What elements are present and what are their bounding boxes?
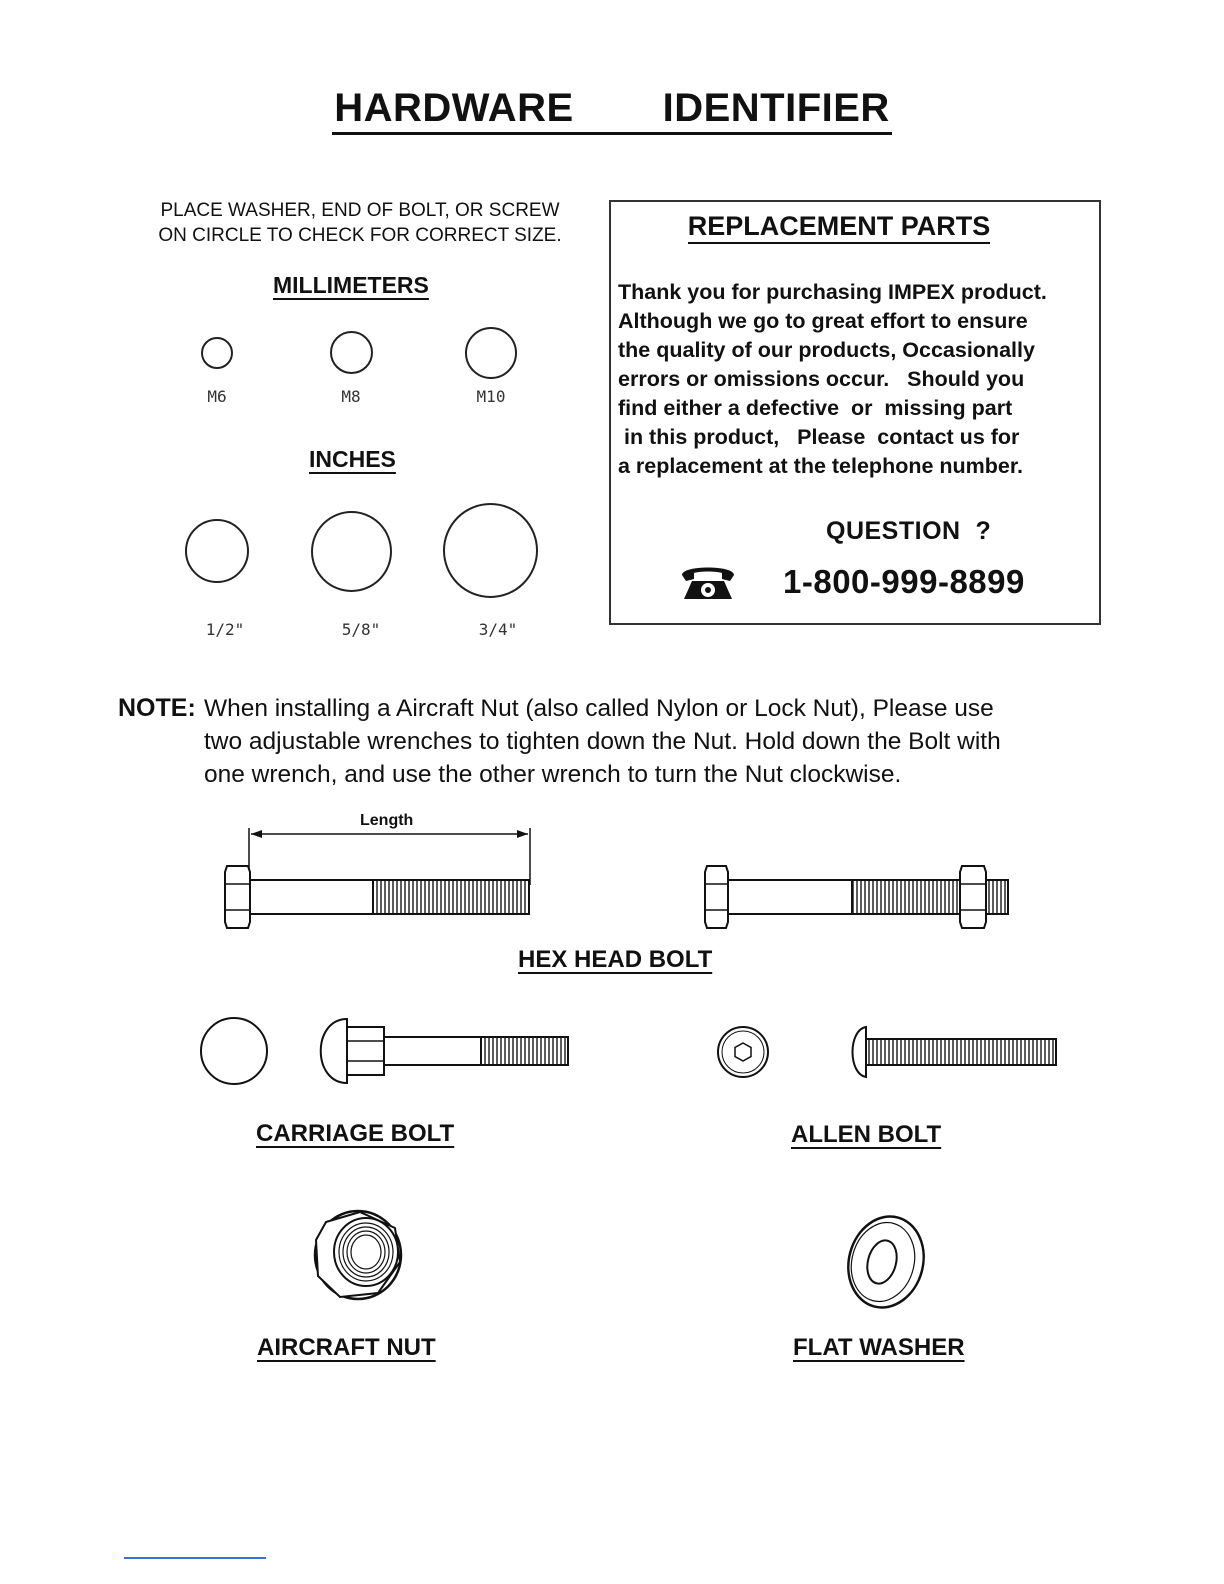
instructions-line-2: ON CIRCLE TO CHECK FOR CORRECT SIZE. bbox=[158, 225, 562, 246]
instructions-line-1: PLACE WASHER, END OF BOLT, OR SCREW bbox=[160, 200, 560, 221]
note-line-1: When installing a Aircraft Nut (also called Nylon or Lock Nut), Please use bbox=[204, 695, 994, 722]
half-inch-label: 1/2" bbox=[205, 620, 245, 639]
five-eighths-inch-label: 5/8" bbox=[341, 620, 381, 639]
note-line-3: one wrench, and use the other wrench to turn the Nut clockwise. bbox=[204, 761, 902, 788]
hex-head-bolt-label: HEX HEAD BOLT bbox=[518, 946, 713, 973]
aircraft-nut-label: AIRCRAFT NUT bbox=[257, 1334, 436, 1361]
page-title-text: HARDWARE IDENTIFIER bbox=[332, 86, 892, 135]
note-line-2: two adjustable wrenches to tighten down the Nut. Hold down the Bolt with bbox=[204, 728, 1001, 755]
question-label: QUESTION ? bbox=[826, 517, 992, 545]
replacement-line-2: Although we go to great effort to ensure bbox=[618, 309, 1028, 333]
replacement-line-7: a replacement at the telephone number. bbox=[618, 454, 1024, 478]
m10-label: M10 bbox=[476, 387, 506, 406]
footer-divider bbox=[124, 1557, 266, 1559]
m6-label: M6 bbox=[207, 387, 227, 406]
flat-washer-label: FLAT WASHER bbox=[793, 1334, 965, 1361]
replacement-line-5: find either a defective or missing part bbox=[618, 396, 1013, 420]
replacement-line-6: in this product, Please contact us for bbox=[618, 425, 1020, 449]
phone-number[interactable]: 1-800-999-8899 bbox=[783, 563, 1025, 600]
length-label: Length bbox=[360, 812, 414, 829]
allen-bolt-label: ALLEN BOLT bbox=[791, 1121, 942, 1148]
replacement-line-3: the quality of our products, Occasionally bbox=[618, 338, 1035, 362]
replacement-line-4: errors or omissions occur. Should you bbox=[618, 367, 1025, 391]
inches-heading: INCHES bbox=[309, 446, 396, 472]
three-quarter-inch-label: 3/4" bbox=[478, 620, 518, 639]
millimeters-heading: MILLIMETERS bbox=[273, 272, 429, 298]
note-label: NOTE: bbox=[118, 694, 196, 722]
carriage-bolt-label: CARRIAGE BOLT bbox=[256, 1120, 455, 1147]
m8-label: M8 bbox=[341, 387, 361, 406]
replacement-line-1: Thank you for purchasing IMPEX product. bbox=[618, 280, 1047, 304]
replacement-parts-title-text: REPLACEMENT PARTS bbox=[688, 211, 991, 244]
